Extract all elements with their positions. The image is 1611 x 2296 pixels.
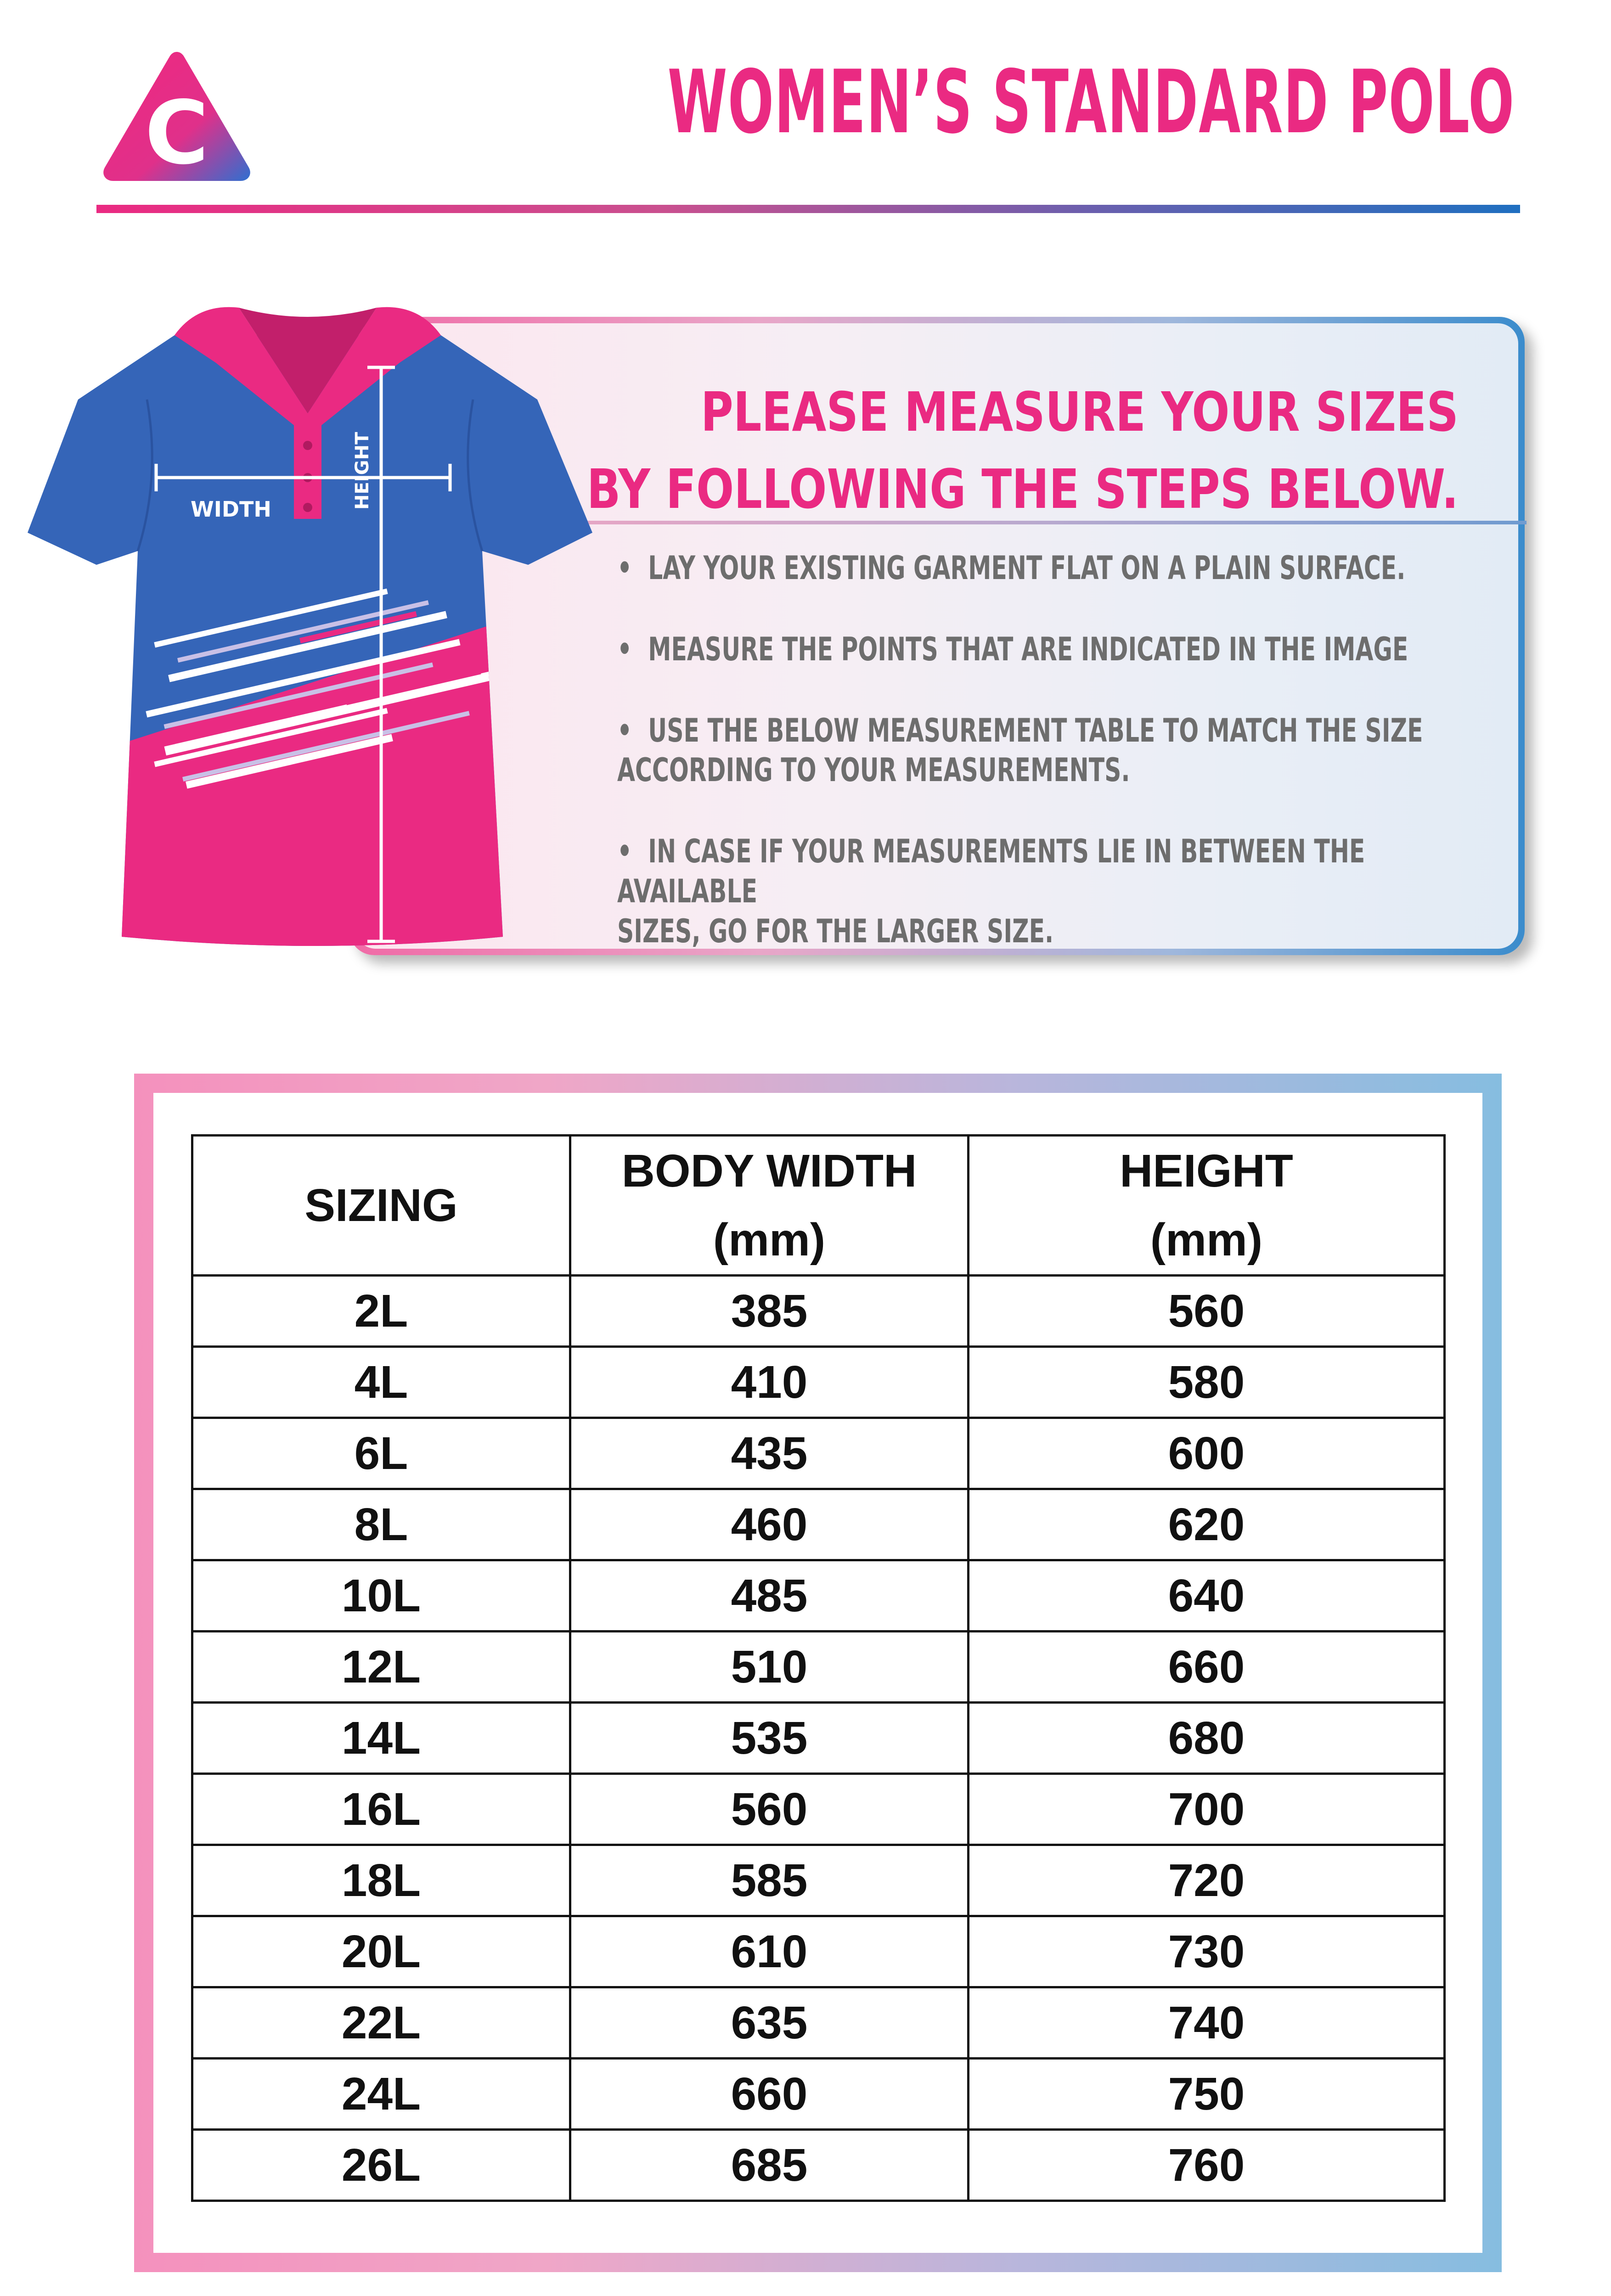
table-row: [192, 1703, 1445, 1774]
size-cell: 24L: [192, 2059, 570, 2130]
body-width-cell: 385: [570, 1276, 969, 1347]
body-width-cell: 635: [570, 1987, 969, 2059]
table-row: [192, 2130, 1445, 2201]
height-cell: 680: [969, 1703, 1445, 1774]
height-cell: 660: [969, 1632, 1445, 1703]
bullet: •: [617, 711, 648, 749]
polo-shirt-illustration: [23, 294, 597, 964]
body-width-cell: 610: [570, 1916, 969, 1987]
column-header-sizing: SIZING: [192, 1136, 570, 1276]
step-text: IN CASE IF YOUR MEASUREMENTS LIE IN BETWEEN THE AVAILABLE: [617, 833, 1365, 910]
table-row: [192, 1916, 1445, 1987]
body-width-cell: 685: [570, 2130, 969, 2201]
size-cell: 12L: [192, 1632, 570, 1703]
instruction-step: [617, 548, 1493, 588]
step-text: USE THE BELOW MEASUREMENT TABLE TO MATCH THE SIZE: [648, 711, 1423, 749]
instructions-heading: [587, 374, 1459, 528]
page-title: WOMEN’S STANDARD POLO: [667, 51, 1515, 153]
bullet: •: [617, 549, 648, 587]
height-cell: 580: [969, 1347, 1445, 1418]
brand-logo: [101, 51, 253, 184]
table-row: [192, 1632, 1445, 1703]
header-divider: [96, 205, 1520, 213]
body-width-cell: 660: [570, 2059, 969, 2130]
size-cell: 2L: [192, 1276, 570, 1347]
height-cell: 720: [969, 1845, 1445, 1916]
size-cell: 16L: [192, 1774, 570, 1845]
size-cell: 4L: [192, 1347, 570, 1418]
height-cell: 730: [969, 1916, 1445, 1987]
step-text: MEASURE THE POINTS THAT ARE INDICATED IN THE IMAGE: [648, 630, 1408, 668]
size-cell: 6L: [192, 1418, 570, 1489]
width-label: WIDTH: [191, 497, 271, 522]
height-cell: 640: [969, 1560, 1445, 1632]
body-width-cell: 510: [570, 1632, 969, 1703]
size-table-panel: [153, 1093, 1482, 2253]
height-cell: 600: [969, 1418, 1445, 1489]
table-row: [192, 1560, 1445, 1632]
size-table-frame: [134, 1074, 1502, 2272]
table-row: [192, 1276, 1445, 1347]
instruction-step: [617, 832, 1493, 951]
table-row: [192, 1845, 1445, 1916]
instruction-step: [617, 630, 1493, 670]
size-cell: 18L: [192, 1845, 570, 1916]
body-width-cell: 560: [570, 1774, 969, 1845]
body-width-cell: 410: [570, 1347, 969, 1418]
instructions-divider: [580, 521, 1527, 524]
size-cell: 26L: [192, 2130, 570, 2201]
instructions-heading-line-1: PLEASE MEASURE YOUR SIZES: [700, 380, 1459, 444]
column-header-height: HEIGHT (mm): [969, 1136, 1445, 1276]
body-width-cell: 535: [570, 1703, 969, 1774]
step-text-continued: ACCORDING TO YOUR MEASUREMENTS.: [617, 751, 1130, 789]
size-cell: 8L: [192, 1489, 570, 1560]
size-cell: 14L: [192, 1703, 570, 1774]
instruction-steps: [617, 548, 1490, 993]
height-cell: 700: [969, 1774, 1445, 1845]
height-cell: 760: [969, 2130, 1445, 2201]
table-row: [192, 1347, 1445, 1418]
column-header-body-width: BODY WIDTH (mm): [570, 1136, 969, 1276]
instructions-heading-line-2: BY FOLLOWING THE STEPS BELOW.: [586, 457, 1459, 521]
body-width-cell: 585: [570, 1845, 969, 1916]
size-cell: 22L: [192, 1987, 570, 2059]
step-text: LAY YOUR EXISTING GARMENT FLAT ON A PLAIN SURFACE.: [648, 549, 1406, 587]
table-row: [192, 1418, 1445, 1489]
size-chart-table: [191, 1134, 1446, 2202]
body-width-cell: 435: [570, 1418, 969, 1489]
bullet: •: [617, 833, 648, 871]
table-row: [192, 2059, 1445, 2130]
height-cell: 740: [969, 1987, 1445, 2059]
size-cell: 20L: [192, 1916, 570, 1987]
logo-letter: C: [145, 82, 209, 184]
body-width-cell: 485: [570, 1560, 969, 1632]
height-cell: 560: [969, 1276, 1445, 1347]
step-text-continued: SIZES, GO FOR THE LARGER SIZE.: [617, 912, 1054, 950]
body-width-cell: 460: [570, 1489, 969, 1560]
height-label: HEIGHT: [352, 432, 373, 510]
size-cell: 10L: [192, 1560, 570, 1632]
table-row: [192, 1489, 1445, 1560]
height-cell: 750: [969, 2059, 1445, 2130]
table-header-row: [192, 1136, 1445, 1276]
table-row: [192, 1987, 1445, 2059]
instruction-step: [617, 711, 1493, 791]
height-cell: 620: [969, 1489, 1445, 1560]
table-row: [192, 1774, 1445, 1845]
bullet: •: [617, 630, 648, 668]
